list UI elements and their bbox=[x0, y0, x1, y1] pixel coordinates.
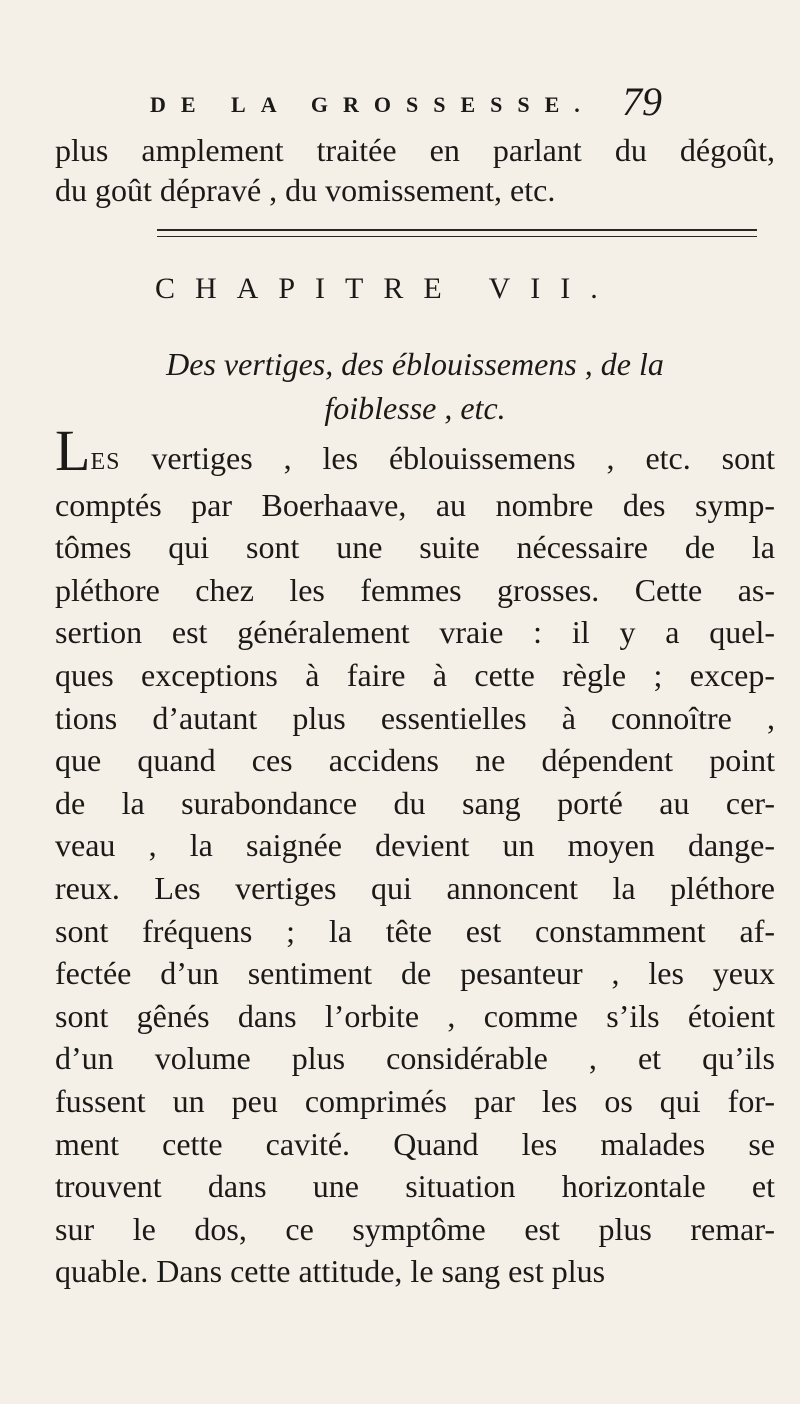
first-line-text: vertiges , les éblouissemens , etc. sont bbox=[120, 440, 775, 476]
text-line: que quand ces accidens ne dépendent point bbox=[55, 742, 775, 779]
page-number: 79 bbox=[622, 79, 662, 124]
text-line: sont gênés dans l’orbite , comme s’ils étoient bbox=[55, 997, 775, 1034]
continuation-paragraph bbox=[55, 130, 775, 210]
body-paragraph bbox=[55, 418, 775, 1293]
drop-cap: L bbox=[55, 418, 91, 483]
chapter-heading: CHAPITRE VII. bbox=[155, 272, 618, 305]
text-line: fussent un peu comprimés par les os qui for- bbox=[55, 1082, 775, 1119]
first-text-line bbox=[55, 418, 775, 484]
chapter-title-line: foiblesse , etc. bbox=[324, 390, 506, 426]
text-line: ques exceptions à faire à cette règle ; excep- bbox=[55, 656, 775, 693]
text-line: fectée d’un sentiment de pesanteur , les yeux bbox=[55, 955, 775, 992]
running-head: DE LA GROSSESSE. bbox=[150, 92, 595, 117]
text-line: veau , la saignée devient un moyen dange- bbox=[55, 827, 775, 864]
text-line: du goût dépravé , du vomissement, etc. bbox=[55, 172, 556, 208]
text-line: trouvent dans une situation horizontale et bbox=[55, 1168, 775, 1205]
text-line: comptés par Boerhaave, au nombre des symp- bbox=[55, 486, 775, 523]
text-line: pléthore chez les femmes grosses. Cette as- bbox=[55, 571, 775, 608]
chapter-rule-thin bbox=[157, 236, 757, 237]
text-line: d’un volume plus considérable , et qu’ils bbox=[55, 1040, 775, 1077]
text-line: plus amplement traitée en parlant du dégoût, bbox=[55, 132, 775, 168]
text-line: ment cette cavité. Quand les malades se bbox=[55, 1125, 775, 1162]
chapter-rule-thick bbox=[157, 229, 757, 231]
text-line: sont fréquens ; la tête est constamment af- bbox=[55, 912, 775, 949]
chapter-title bbox=[55, 342, 775, 430]
text-line: tômes qui sont une suite nécessaire de la bbox=[55, 529, 775, 566]
small-caps-word: ES bbox=[90, 449, 121, 475]
text-line: sur le dos, ce symptôme est plus remar- bbox=[55, 1210, 775, 1247]
text-line: reux. Les vertiges qui annoncent la pléthore bbox=[55, 869, 775, 906]
text-line: sertion est généralement vraie : il y a quel- bbox=[55, 614, 775, 651]
text-line: de la surabondance du sang porté au cer- bbox=[55, 784, 775, 821]
text-line: quable. Dans cette attitude, le sang est plus bbox=[55, 1253, 606, 1290]
text-line: tions d’autant plus essentielles à connoître , bbox=[55, 699, 775, 736]
chapter-title-line: Des vertiges, des éblouissemens , de la bbox=[166, 346, 664, 382]
